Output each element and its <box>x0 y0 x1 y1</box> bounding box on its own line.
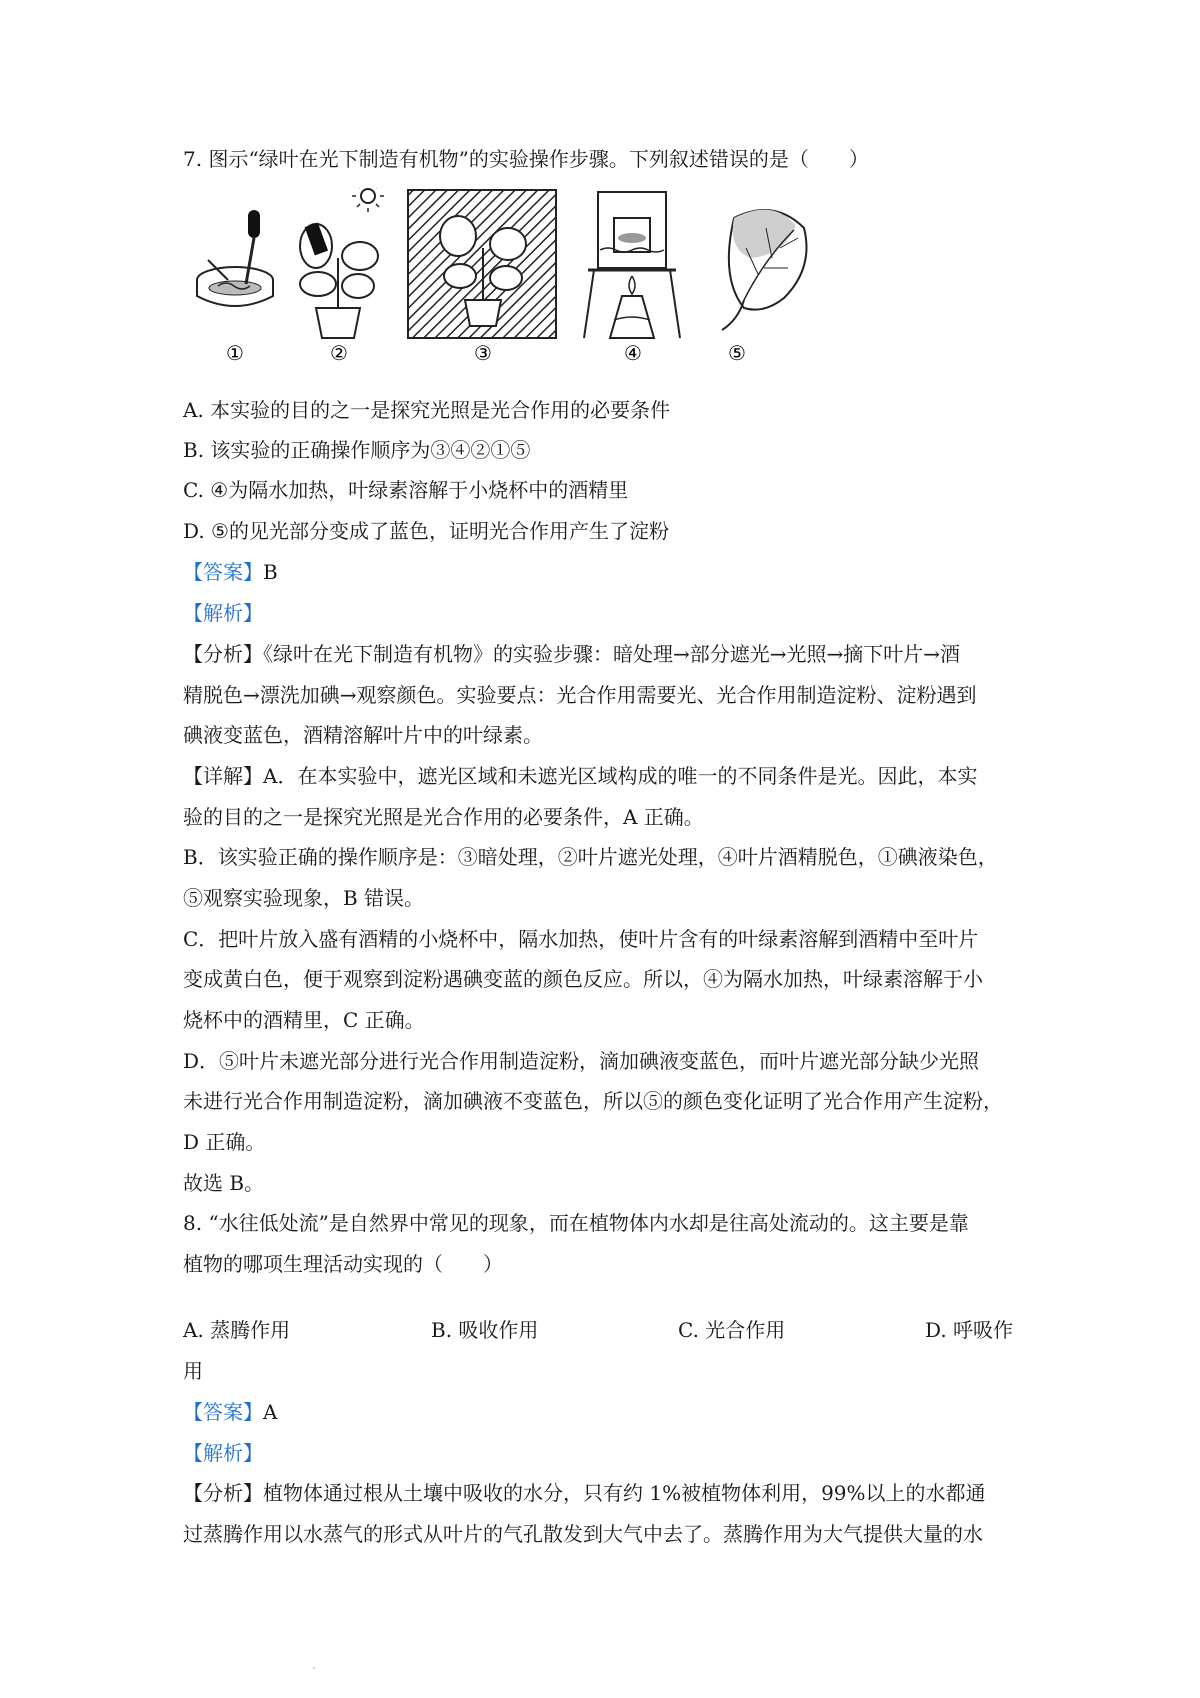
q7-option-d: D. ⑤的见光部分变成了蓝色，证明光合作用产生了淀粉 <box>183 519 669 543</box>
fenxi-tag: 【分析】 <box>183 642 263 666</box>
step-label-1: ① <box>226 341 244 365</box>
q7-xiangjie-line-8: D．⑤叶片未遮光部分进行光合作用制造淀粉，滴加碘液变蓝色，而叶片遮光部分缺少光照 <box>183 1049 980 1073</box>
step-label-2: ② <box>330 341 348 365</box>
petri-dish-dropper-icon <box>197 210 273 306</box>
q7-stem: 7. 图示“绿叶在光下制造有机物”的实验操作步骤。下列叙述错误的是（ ） <box>183 147 869 171</box>
q7-option-c: C. ④为隔水加热，叶绿素溶解于小烧杯中的酒精里 <box>183 478 629 502</box>
page-speck <box>313 1667 315 1669</box>
q8-option-c: C. 光合作用 <box>678 1318 786 1342</box>
dark-box-plant-icon <box>408 190 556 338</box>
q8-fenxi-text-1: 植物体通过根从土壤中吸收的水分，只有约 1%被植物体利用，99%以上的水都通 <box>263 1481 986 1505</box>
leaf-icon <box>722 210 807 330</box>
q7-analysis-tag: 【解析】 <box>183 601 263 625</box>
q8-option-a: A. 蒸腾作用 <box>183 1318 291 1342</box>
answer-tag: 【答案】 <box>183 560 263 584</box>
fenxi-tag: 【分析】 <box>183 1481 263 1505</box>
q8-option-b: B. 吸收作用 <box>431 1318 539 1342</box>
step-label-3: ③ <box>474 341 492 365</box>
q7-fenxi-text-1: 《绿叶在光下制造有机物》的实验步骤：暗处理→部分遮光→光照→摘下叶片→酒 <box>263 642 961 666</box>
step-label-5: ⑤ <box>728 341 746 365</box>
q7-option-b: B. 该实验的正确操作顺序为③④②①⑤ <box>183 438 531 462</box>
q8-analysis-tag: 【解析】 <box>183 1441 263 1465</box>
q8-answer-value: A <box>263 1400 278 1424</box>
q7-xiangjie-line-3: B．该实验正确的操作顺序是：③暗处理，②叶片遮光处理，④叶片酒精脱色，①碘液染色， <box>183 845 998 869</box>
q8-fenxi-line-1 <box>183 1480 1028 1506</box>
q7-fenxi-line-2: 精脱色→漂洗加碘→观察颜色。实验要点：光合作用需要光、光合作用制造淀粉、淀粉遇到 <box>183 683 977 707</box>
q8-fenxi-line-2: 过蒸腾作用以水蒸气的形式从叶片的气孔散发到大气中去了。蒸腾作用为大气提供大量的水 <box>183 1522 983 1546</box>
water-bath-lamp-icon <box>584 192 680 338</box>
q7-xiangjie-line-5: C．把叶片放入盛有酒精的小烧杯中，隔水加热，使叶片含有的叶绿素溶解到酒精中至叶片 <box>183 927 979 951</box>
q8-stem-line-1: 8. “水往低处流”是自然界中常见的现象，而在植物体内水却是往高处流动的。这主要是靠 <box>183 1211 969 1235</box>
q7-answer-value: B <box>263 560 278 584</box>
q7-fenxi-line-3: 碘液变蓝色，酒精溶解叶片中的叶绿素。 <box>183 723 543 747</box>
q7-xiangjie-line-2: 验的目的之一是探究光照是光合作用的必要条件，A 正确。 <box>183 805 704 829</box>
experiment-steps-illustration <box>188 188 848 388</box>
q7-conclusion: 故选 B。 <box>183 1171 265 1195</box>
q7-xiangjie-line-1 <box>183 763 1028 789</box>
q7-xiangjie-line-4: ⑤观察实验现象，B 错误。 <box>183 886 425 910</box>
xiangjie-tag: 【详解】 <box>183 764 263 788</box>
q7-option-a: A. 本实验的目的之一是探究光照是光合作用的必要条件 <box>183 398 671 422</box>
q7-xiangjie-line-7: 烧杯中的酒精里，C 正确。 <box>183 1008 425 1032</box>
q7-xiangjie-line-10: D 正确。 <box>183 1130 266 1154</box>
q7-xiangjie-line-6: 变成黄白色，便于观察到淀粉遇碘变蓝的颜色反应。所以，④为隔水加热，叶绿素溶解于小 <box>183 967 983 991</box>
q8-answer-line <box>183 1399 1028 1425</box>
step-label-4: ④ <box>624 341 642 365</box>
answer-tag: 【答案】 <box>183 1400 263 1424</box>
q7-experiment-figure <box>188 188 848 388</box>
q8-option-d: D. 呼吸作 <box>925 1318 1014 1342</box>
q7-xiangjie-line-9: 未进行光合作用制造淀粉，滴加碘液不变蓝色，所以⑤的颜色变化证明了光合作用产生淀粉， <box>183 1089 1003 1113</box>
q7-xiangjie-text-1: A．在本实验中，遮光区域和未遮光区域构成的唯一的不同条件是光。因此，本实 <box>263 764 978 788</box>
q7-fenxi-line-1 <box>183 641 1028 667</box>
q7-answer-line <box>183 559 1028 585</box>
q8-option-d-wrap: 用 <box>183 1359 203 1383</box>
plant-with-sun-icon <box>300 188 384 338</box>
q8-stem-line-2: 植物的哪项生理活动实现的（ ） <box>183 1252 503 1276</box>
